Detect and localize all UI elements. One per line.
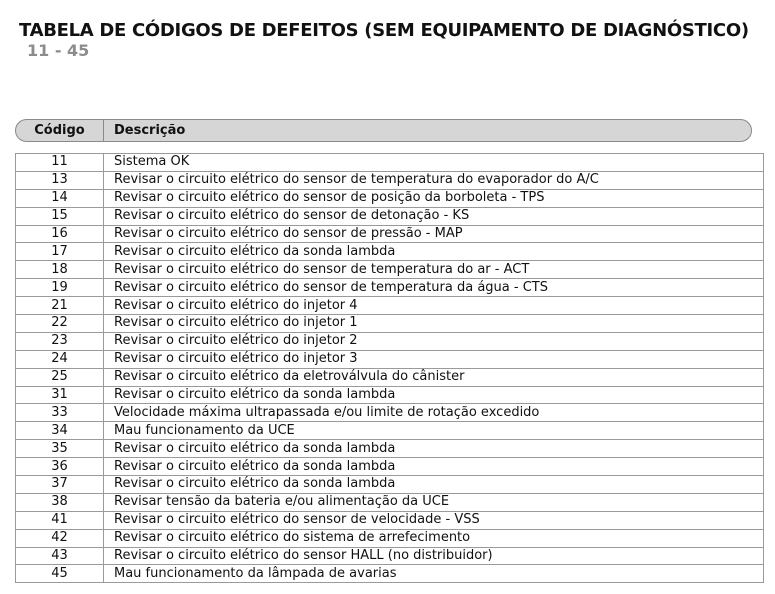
fault-description-cell: Revisar o circuito elétrico do injetor 3 xyxy=(104,350,764,368)
table-row xyxy=(16,493,764,511)
fault-code-cell: 43 xyxy=(16,547,104,565)
fault-code-cell: 38 xyxy=(16,493,104,511)
fault-description-cell: Revisar o circuito elétrico do sensor de temperatura do ar - ACT xyxy=(104,261,764,279)
fault-code-cell: 41 xyxy=(16,511,104,529)
fault-codes-table xyxy=(15,153,764,583)
fault-code-cell: 42 xyxy=(16,529,104,547)
fault-description-cell: Revisar o circuito elétrico da sonda lambda xyxy=(104,386,764,404)
fault-code-cell: 21 xyxy=(16,297,104,315)
fault-code-cell: 17 xyxy=(16,243,104,261)
table-row xyxy=(16,565,764,583)
fault-description-cell: Revisar o circuito elétrico do sensor de posição da borboleta - TPS xyxy=(104,189,764,207)
table-row xyxy=(16,279,764,297)
table-row xyxy=(16,207,764,225)
fault-code-cell: 34 xyxy=(16,422,104,440)
fault-description-cell: Revisar o circuito elétrico do sistema de arrefecimento xyxy=(104,529,764,547)
fault-description-cell: Revisar o circuito elétrico do sensor de pressão - MAP xyxy=(104,225,764,243)
table-row xyxy=(16,422,764,440)
table-row xyxy=(16,243,764,261)
fault-description-cell: Revisar o circuito elétrico da sonda lambda xyxy=(104,440,764,458)
fault-description-cell: Revisar o circuito elétrico do injetor 1 xyxy=(104,315,764,333)
fault-description-cell: Revisar o circuito elétrico da sonda lambda xyxy=(104,243,764,261)
fault-code-cell: 25 xyxy=(16,368,104,386)
table-row xyxy=(16,154,764,172)
table-row xyxy=(16,404,764,422)
table-row xyxy=(16,225,764,243)
fault-code-cell: 16 xyxy=(16,225,104,243)
fault-description-cell: Mau funcionamento da lâmpada de avarias xyxy=(104,565,764,583)
fault-description-cell: Revisar o circuito elétrico do sensor de temperatura da água - CTS xyxy=(104,279,764,297)
table-row xyxy=(16,386,764,404)
table-header xyxy=(15,119,752,142)
fault-code-cell: 35 xyxy=(16,440,104,458)
fault-code-cell: 24 xyxy=(16,350,104,368)
table-row xyxy=(16,171,764,189)
fault-description-cell: Revisar tensão da bateria e/ou alimentação da UCE xyxy=(104,493,764,511)
fault-description-cell: Revisar o circuito elétrico da eletroválvula do cânister xyxy=(104,368,764,386)
table-row xyxy=(16,189,764,207)
fault-description-cell: Revisar o circuito elétrico do injetor 4 xyxy=(104,297,764,315)
fault-code-cell: 33 xyxy=(16,404,104,422)
fault-description-cell: Revisar o circuito elétrico da sonda lambda xyxy=(104,476,764,494)
table-row xyxy=(16,511,764,529)
fault-code-cell: 22 xyxy=(16,315,104,333)
fault-code-cell: 19 xyxy=(16,279,104,297)
fault-codes-table-body xyxy=(16,154,764,583)
fault-code-cell: 31 xyxy=(16,386,104,404)
table-row xyxy=(16,350,764,368)
fault-description-cell: Mau funcionamento da UCE xyxy=(104,422,764,440)
fault-description-cell: Revisar o circuito elétrico do sensor de velocidade - VSS xyxy=(104,511,764,529)
fault-description-cell: Revisar o circuito elétrico da sonda lambda xyxy=(104,458,764,476)
fault-code-cell: 11 xyxy=(16,154,104,172)
table-row xyxy=(16,529,764,547)
fault-description-cell: Revisar o circuito elétrico do sensor de detonação - KS xyxy=(104,207,764,225)
fault-description-cell: Velocidade máxima ultrapassada e/ou limite de rotação excedido xyxy=(104,404,764,422)
fault-code-cell: 18 xyxy=(16,261,104,279)
column-header-description: Descrição xyxy=(114,123,186,138)
table-row xyxy=(16,332,764,350)
page-number: 11 - 45 xyxy=(27,41,90,60)
table-row xyxy=(16,368,764,386)
table-row xyxy=(16,315,764,333)
fault-code-cell: 23 xyxy=(16,332,104,350)
table-row xyxy=(16,440,764,458)
fault-code-cell: 45 xyxy=(16,565,104,583)
fault-code-cell: 15 xyxy=(16,207,104,225)
fault-description-cell: Revisar o circuito elétrico do injetor 2 xyxy=(104,332,764,350)
fault-code-cell: 14 xyxy=(16,189,104,207)
fault-description-cell: Sistema OK xyxy=(104,154,764,172)
column-header-code: Código xyxy=(16,120,104,141)
fault-description-cell: Revisar o circuito elétrico do sensor HALL (no distribuidor) xyxy=(104,547,764,565)
fault-code-cell: 13 xyxy=(16,171,104,189)
fault-code-cell: 36 xyxy=(16,458,104,476)
table-row xyxy=(16,476,764,494)
page-title: TABELA DE CÓDIGOS DE DEFEITOS (SEM EQUIPAMENTO DE DIAGNÓSTICO) xyxy=(19,20,749,41)
table-row xyxy=(16,458,764,476)
fault-description-cell: Revisar o circuito elétrico do sensor de temperatura do evaporador do A/C xyxy=(104,171,764,189)
table-row xyxy=(16,261,764,279)
fault-code-cell: 37 xyxy=(16,476,104,494)
table-row xyxy=(16,547,764,565)
table-row xyxy=(16,297,764,315)
